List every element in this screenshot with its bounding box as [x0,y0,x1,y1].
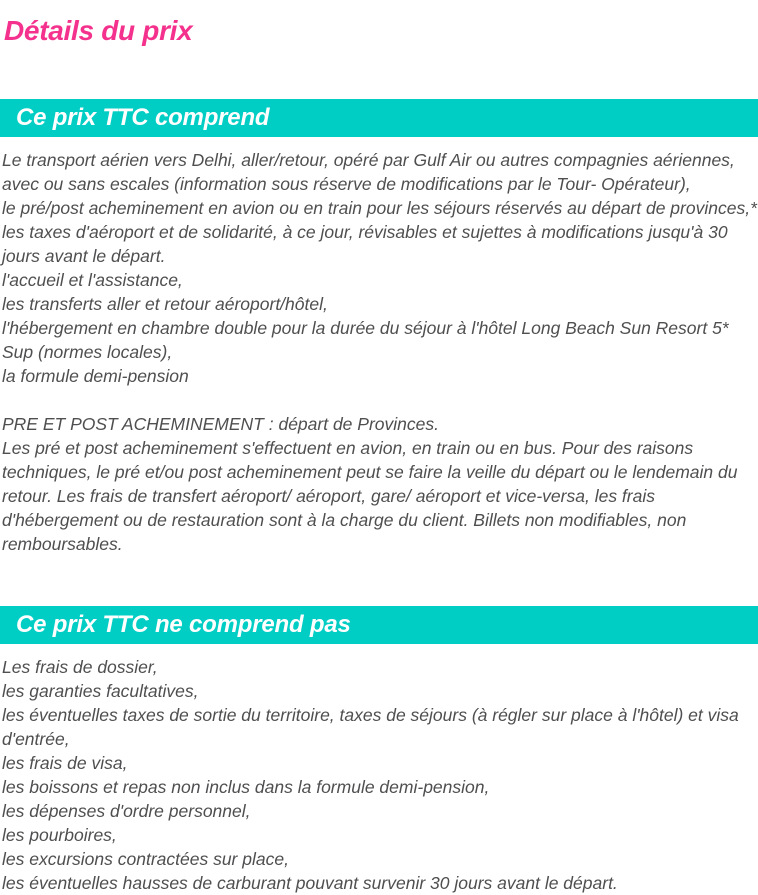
included-item: les taxes d'aéroport et de solidarité, à ce jour, révisables et sujettes à modifications jusqu'à 30 jours avant le départ. [2,222,728,266]
not-included-item: les garanties facultatives, [2,681,199,701]
section-included [0,99,758,556]
not-included-item: les excursions contractées sur place, [2,849,289,869]
section-not-included [0,606,758,895]
not-included-item: les dépenses d'ordre personnel, [2,801,251,821]
not-included-item: les éventuelles taxes de sortie du territoire, taxes de séjours (à régler sur place à l'hôtel) et visa d'entrée, [2,705,739,749]
section-included-body [0,137,758,556]
section-included-header [0,99,758,137]
not-included-item: les frais de visa, [2,753,128,773]
included-item: la formule demi-pension [2,366,189,386]
blank-line [2,388,758,412]
not-included-item: les éventuelles hausses de carburant pouvant survenir 30 jours avant le départ. [2,873,618,893]
included-item: le pré/post acheminement en avion ou en train pour les séjours réservés au départ de provinces,* [2,198,757,218]
included-item: l'hébergement en chambre double pour la durée du séjour à l'hôtel Long Beach Sun Resort 5* Sup (normes locales), [2,318,729,362]
section-not-included-body [0,644,758,895]
section-not-included-header [0,606,758,644]
pre-post-heading: PRE ET POST ACHEMINEMENT : départ de Provinces. [2,414,439,434]
page-title: Détails du prix [4,15,193,46]
included-item: Le transport aérien vers Delhi, aller/retour, opéré par Gulf Air ou autres compagnies aériennes, avec ou sans escales (information sous réserve de modifications par le Tour- Opérateur), [2,150,735,194]
not-included-item: les boissons et repas non inclus dans la formule demi-pension, [2,777,490,797]
pre-post-paragraph: Les pré et post acheminement s'effectuent en avion, en train ou en bus. Pour des raisons techniques, le pré et/ou post acheminement peut se faire la veille du départ ou le lendemain du retour. Les frais de transfert aéroport/ aéroport, gare/ aéroport et vice-versa, les frais d'hébergement ou de restauration sont à la charge du client. Billets non modifiables, non remboursables. [2,438,738,554]
included-item: l'accueil et l'assistance, [2,270,183,290]
section-included-header-label: Ce prix TTC comprend [16,104,270,131]
included-item: les transferts aller et retour aéroport/hôtel, [2,294,328,314]
section-not-included-header-label: Ce prix TTC ne comprend pas [16,611,351,638]
not-included-item: Les frais de dossier, [2,657,158,677]
not-included-item: les pourboires, [2,825,117,845]
